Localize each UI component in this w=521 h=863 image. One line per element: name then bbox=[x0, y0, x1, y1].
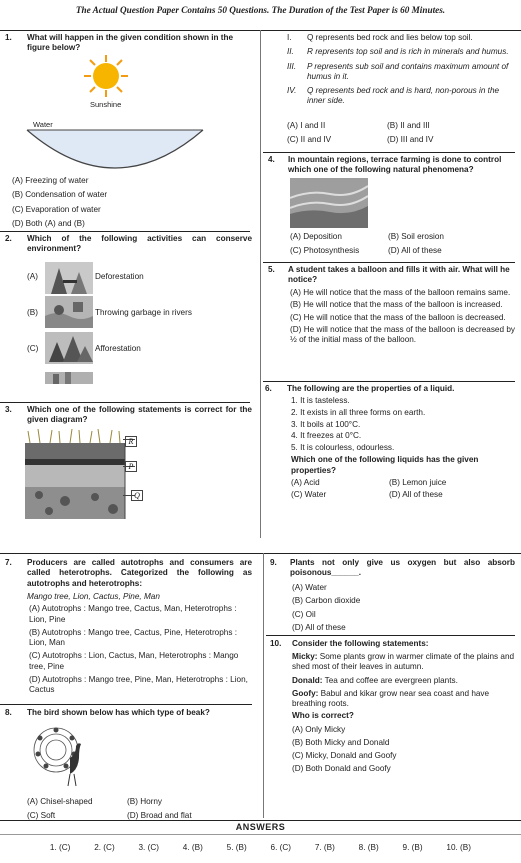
q3-stmt-4-num: IV. bbox=[287, 86, 297, 95]
q3-rule bbox=[263, 152, 515, 153]
q10-stmt-donald: Tea and coffee are evergreen plants. bbox=[324, 675, 458, 685]
q4-text: In mountain regions, terrace farming is done to control which one of the following natural phenomena? bbox=[288, 155, 502, 175]
q2-option-c-label: (C) bbox=[27, 344, 39, 353]
question-7 bbox=[5, 558, 253, 589]
q1-options bbox=[12, 176, 107, 229]
q6-ask: Which one of the following liquids has the given properties? bbox=[291, 455, 479, 475]
q6-prop-5: 5. It is colourless, odourless. bbox=[291, 443, 395, 452]
q8-option-d: (D) Broad and flat bbox=[127, 811, 192, 821]
q10-option-a: (A) Only Micky bbox=[292, 724, 346, 734]
q9-rule bbox=[266, 635, 515, 636]
q3-stmt-2: R represents top soil and is rich in minerals and humus. bbox=[307, 47, 509, 57]
q3-options bbox=[287, 121, 515, 146]
q5-option-b: (B) He will notice that the mass of the balloon is increased. bbox=[290, 300, 503, 310]
q9-option-c: (C) Oil bbox=[292, 609, 316, 619]
q6-option-d: (D) All of these bbox=[389, 490, 443, 499]
column-divider-bottom bbox=[263, 553, 264, 818]
q3-option-d: (D) III and IV bbox=[387, 135, 434, 145]
q5-options bbox=[290, 288, 515, 345]
q7-items: Mango tree, Lion, Cactus, Pine, Man bbox=[27, 592, 160, 601]
answers-row bbox=[0, 843, 521, 853]
q6-option-b: (B) Lemon juice bbox=[389, 477, 447, 487]
q3-option-c: (C) II and IV bbox=[287, 135, 332, 145]
q8-number: 8. bbox=[5, 708, 12, 717]
q10-option-d: (D) Both Donald and Goofy bbox=[292, 764, 391, 774]
q1-option-d: (D) Both (A) and (B) bbox=[12, 218, 85, 228]
question-2 bbox=[5, 234, 253, 255]
q3-stmt-1: Q represents bed rock and lies below top soil. bbox=[307, 33, 473, 42]
q2-option-b-text: Throwing garbage in rivers bbox=[95, 308, 192, 317]
garbage-river-image bbox=[45, 296, 93, 328]
q10-stmt-goofy: Babul and kikar grow near sea coast and have breathing roots. bbox=[292, 688, 490, 708]
water-label: Water bbox=[33, 120, 53, 129]
q4-option-c: (C) Photosynthesis bbox=[290, 246, 360, 256]
q10-ask: Who is correct? bbox=[292, 711, 354, 721]
q1-rule bbox=[0, 231, 250, 232]
middle-rule bbox=[0, 553, 521, 554]
q7-body bbox=[27, 592, 252, 695]
q6-prop-3: 3. It boils at 100°C. bbox=[291, 419, 361, 429]
q2-option-a-text: Deforestation bbox=[95, 272, 144, 281]
column-divider-top bbox=[260, 30, 261, 538]
q5-number: 5. bbox=[268, 265, 275, 274]
q6-prop-4: 4. It freezes at 0°C. bbox=[291, 431, 362, 441]
answers-rule bbox=[0, 820, 521, 821]
q4-options bbox=[290, 232, 515, 257]
answers-divider bbox=[0, 834, 521, 835]
q2-option-b-label: (B) bbox=[27, 308, 38, 317]
label-p: P bbox=[125, 461, 137, 472]
q8-option-a: (A) Chisel-shaped bbox=[27, 797, 93, 806]
q9-text: Plants not only give us oxygen but also absorb poisonous______. bbox=[290, 558, 515, 578]
q5-text: A student takes a balloon and fills it with air. What will he notice? bbox=[288, 265, 510, 285]
q7-option-c: (C) Autotrophs : Lion, Cactus, Man, Heterotrophs : Mango tree, Pine bbox=[29, 651, 239, 671]
q4-option-b: (B) Soil erosion bbox=[388, 232, 444, 241]
q1-text: What will happen in the given condition shown in the figure below? bbox=[27, 33, 234, 53]
q2-option-d-image-partial bbox=[45, 372, 93, 384]
answer-5: 5. (B) bbox=[226, 843, 247, 852]
q2-option-c-text: Afforestation bbox=[95, 344, 141, 353]
q4-number: 4. bbox=[268, 155, 275, 164]
label-r: R bbox=[125, 436, 137, 447]
q9-option-a: (A) Water bbox=[292, 583, 327, 592]
q7-number: 7. bbox=[5, 558, 12, 567]
water-bowl-icon bbox=[25, 126, 205, 174]
q5-option-d: (D) He will notice that the mass of the balloon is decreased by ½ of the initial mass of the balloon. bbox=[290, 324, 515, 344]
q6-number: 6. bbox=[265, 384, 272, 393]
q2-text: Which of the following activities can conserve environment? bbox=[27, 234, 252, 254]
question-1 bbox=[5, 33, 253, 54]
q7-option-b: (B) Autotrophs : Mango tree, Cactus, Pine, Heterotrophs : Lion, Man bbox=[29, 627, 237, 647]
answers-title: ANSWERS bbox=[235, 822, 286, 832]
q3-stmt-2-num: II. bbox=[287, 47, 294, 57]
q3-stmt-1-num: I. bbox=[287, 33, 292, 42]
q4-rule bbox=[263, 262, 515, 263]
q4-option-d: (D) All of these bbox=[388, 246, 442, 256]
answer-3: 3. (C) bbox=[138, 843, 159, 852]
answer-1: 1. (C) bbox=[49, 843, 71, 852]
q2-number: 2. bbox=[5, 234, 12, 243]
q3-option-b: (B) II and III bbox=[387, 121, 430, 130]
q3-stmt-3-num: III. bbox=[287, 61, 297, 71]
question-5 bbox=[268, 265, 516, 286]
q8-text: The bird shown below has which type of beak? bbox=[27, 708, 210, 717]
sun-icon bbox=[80, 54, 132, 98]
q9-number: 9. bbox=[270, 558, 277, 567]
q2-option-a-label: (A) bbox=[27, 272, 38, 281]
q10-number: 10. bbox=[270, 639, 282, 648]
q6-prop-1: 1. It is tasteless. bbox=[291, 396, 350, 405]
peacock-image bbox=[30, 724, 92, 788]
q7-option-a: (A) Autotrophs : Mango tree, Cactus, Man, Heterotrophs : Lion, Pine bbox=[29, 604, 237, 624]
q5-option-c: (C) He will notice that the mass of the balloon is decreased. bbox=[290, 312, 506, 322]
question-10 bbox=[270, 639, 516, 649]
q1-number: 1. bbox=[5, 33, 12, 42]
q6-option-c: (C) Water bbox=[291, 490, 327, 499]
q6-prop-2: 2. It exists in all three forms on earth. bbox=[291, 407, 426, 417]
q3-stmt-4: Q represents bed rock and is hard, non-porous in the inner side. bbox=[307, 86, 500, 106]
q10-text: Consider the following statements: bbox=[292, 639, 429, 648]
q8-option-c: (C) Soft bbox=[27, 811, 56, 821]
question-9 bbox=[270, 558, 516, 579]
answer-2: 2. (C) bbox=[94, 843, 115, 852]
q1-option-c: (C) Evaporation of water bbox=[12, 204, 101, 214]
terrace-farming-image bbox=[290, 178, 368, 228]
q3-text: Which one of the following statements is correct for the given diagram? bbox=[27, 405, 252, 425]
q2-rule bbox=[0, 402, 250, 403]
q10-option-b: (B) Both Micky and Donald bbox=[292, 737, 390, 747]
q10-body bbox=[292, 652, 516, 775]
q3-number: 3. bbox=[5, 405, 12, 414]
answer-8: 8. (B) bbox=[358, 843, 379, 852]
q7-text: Producers are called autotrophs and consumers are called heterotrophs. Categorized the following as autotrophs and heterotrophs: bbox=[27, 558, 252, 588]
q9-option-b: (B) Carbon dioxide bbox=[292, 596, 361, 606]
q3-statements bbox=[287, 33, 515, 107]
sunshine-label: Sunshine bbox=[90, 100, 122, 109]
q7-rule bbox=[0, 704, 252, 705]
q10-name-micky: Micky: bbox=[292, 652, 318, 661]
question-3 bbox=[5, 405, 253, 426]
deforestation-image bbox=[45, 262, 93, 294]
q6-option-a: (A) Acid bbox=[291, 477, 320, 487]
answer-6: 6. (C) bbox=[270, 843, 291, 852]
question-6 bbox=[265, 384, 515, 394]
question-8 bbox=[5, 708, 253, 718]
q6-properties bbox=[291, 396, 515, 500]
q3-stmt-3: P represents sub soil and contains maximum amount of humus in it. bbox=[307, 61, 509, 81]
q9-option-d: (D) All of these bbox=[292, 622, 346, 632]
q5-rule bbox=[263, 381, 515, 382]
question-4 bbox=[268, 155, 516, 176]
q5-option-a: (A) He will notice that the mass of the balloon remains same. bbox=[290, 288, 511, 297]
q6-text: The following are the properties of a liquid. bbox=[287, 384, 455, 393]
answer-9: 9. (B) bbox=[402, 843, 423, 852]
q1-option-b: (B) Condensation of water bbox=[12, 190, 108, 200]
q10-name-goofy: Goofy: bbox=[292, 688, 319, 698]
q10-stmt-micky: Some plants grow in warmer climate of the plains and shed most of their leaves in autumn. bbox=[292, 652, 515, 672]
q7-option-d: (D) Autotrophs : Mango tree, Pine, Man, Heterotrophs : Lion, Cactus bbox=[29, 674, 248, 694]
answer-10: 10. (B) bbox=[446, 843, 471, 852]
q8-options bbox=[27, 797, 247, 822]
label-q: Q bbox=[131, 490, 143, 501]
q4-option-a: (A) Deposition bbox=[290, 232, 342, 241]
q10-name-donald: Donald: bbox=[292, 675, 323, 685]
q8-option-b: (B) Horny bbox=[127, 797, 163, 806]
afforestation-image bbox=[45, 332, 93, 364]
q3-option-a: (A) I and II bbox=[287, 121, 326, 130]
page-header: The Actual Question Paper Contains 50 Questions. The Duration of the Test Paper is 60 Minutes. bbox=[75, 5, 446, 15]
answer-4: 4. (B) bbox=[182, 843, 203, 852]
q1-option-a: (A) Freezing of water bbox=[12, 176, 89, 185]
q9-options bbox=[292, 583, 512, 633]
q10-option-c: (C) Micky, Donald and Goofy bbox=[292, 751, 397, 760]
answer-7: 7. (B) bbox=[314, 843, 335, 852]
